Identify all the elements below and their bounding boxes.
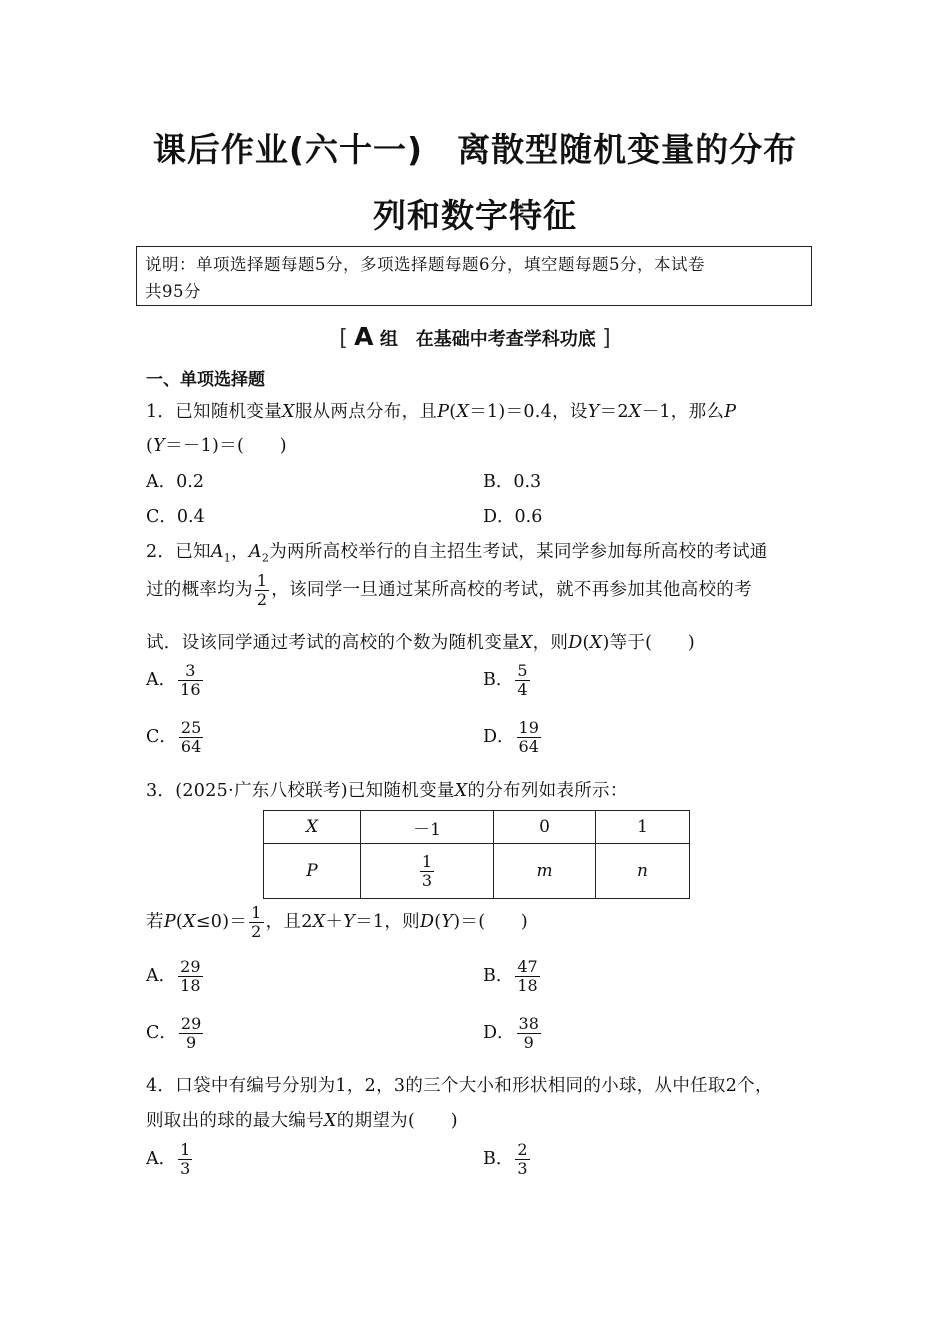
fraction-denominator: 16: [180, 680, 201, 699]
table-row-label-p: P: [306, 861, 318, 881]
fraction-denominator: 4: [517, 680, 528, 699]
option-label: B．: [483, 1149, 514, 1169]
q1-var-y: Y: [587, 402, 600, 422]
q1-option-b[interactable]: B．0.3: [483, 472, 542, 492]
q3-option-d[interactable]: [483, 1015, 543, 1052]
option-label: A．: [146, 670, 177, 690]
q2-text: 过的概率均为: [146, 580, 253, 600]
option-fraction: [178, 1141, 192, 1178]
q3-var-y: Y: [441, 912, 454, 932]
fraction-numerator: 38: [518, 1014, 539, 1033]
option-fraction: [515, 958, 539, 995]
q2-text: )等于( ): [602, 633, 696, 653]
q2-text: 为两所高校举行的自主招生考试，某同学参加每所高校的考试通: [269, 542, 768, 562]
table-header-x: X: [305, 817, 319, 837]
fraction-denominator: 18: [517, 976, 538, 995]
q3-option-b[interactable]: [483, 958, 542, 995]
q3-var-x: X: [183, 912, 196, 932]
fraction-denominator: 3: [180, 1159, 191, 1178]
option-fraction: [517, 719, 541, 756]
q1-var-x: X: [456, 402, 470, 422]
q4-line1: 4．口袋中有编号分别为1，2，3的三个大小和形状相同的小球，从中任取2个，: [146, 1076, 773, 1096]
q2-text: 2．已知: [146, 542, 211, 562]
fraction-denominator: 64: [180, 737, 202, 756]
q3-text: ，且2: [265, 912, 313, 932]
q3-line1: [146, 777, 628, 802]
fraction-numerator: 5: [517, 661, 528, 680]
option-fraction: [179, 1015, 203, 1052]
q2-option-c[interactable]: [146, 719, 205, 756]
option-label: A．: [146, 1149, 177, 1169]
fraction-denominator: 2: [256, 590, 268, 609]
table-row: [264, 844, 690, 899]
q4-text: 则取出的球的最大编号: [146, 1111, 324, 1131]
fraction-numerator: 1: [421, 851, 433, 871]
fraction-numerator: 25: [180, 718, 202, 737]
instructions-line1: 说明：单项选择题每题5分，多项选择题每题6分，填空题每题5分，本试卷: [145, 255, 705, 274]
table-cell: [264, 844, 361, 899]
q3-text: ≤0)＝: [195, 912, 248, 932]
q4-line2: [146, 1107, 458, 1132]
q3-var-x: X: [312, 912, 326, 932]
instructions-line2: 共95分: [145, 282, 201, 301]
option-fraction: [179, 719, 203, 756]
fraction-numerator: 1: [251, 903, 262, 922]
fraction-numerator: 3: [178, 662, 202, 681]
table-cell: [264, 811, 361, 844]
option-label: B．: [483, 966, 514, 986]
q3-option-c[interactable]: [146, 1015, 205, 1052]
q3-text: )＝( ): [453, 912, 529, 932]
q3-text: 3．(2025·广东八校联考)已知随机变量: [146, 781, 455, 801]
table-cell: 1: [596, 811, 690, 844]
q3-text: ＝1，则: [355, 912, 420, 932]
fraction-denominator: 2: [251, 922, 262, 941]
q4-text: 的期望为( ): [336, 1111, 458, 1131]
fraction-numerator: 47: [517, 957, 538, 976]
option-label: A．: [146, 966, 177, 986]
q1-line1: [146, 398, 736, 423]
q2-line1: [146, 538, 768, 565]
fraction-denominator: 64: [518, 737, 539, 756]
q2-fraction: [255, 572, 269, 609]
distribution-table: [263, 810, 690, 899]
q1-text: ＝－1)＝( ): [165, 436, 287, 456]
q3-prob-p: P: [163, 912, 176, 932]
table-value-m: m: [536, 861, 553, 881]
q1-text: ＝2: [599, 402, 629, 422]
fraction-denominator: 18: [180, 976, 201, 995]
q2-line3: [146, 629, 695, 654]
instructions-box: [136, 246, 812, 306]
option-fraction: [515, 1141, 529, 1178]
q1-var-x: X: [628, 402, 642, 422]
q2-text: 试．设该同学通过考试的高校的个数为随机变量: [146, 633, 520, 653]
option-label: D．: [483, 727, 515, 747]
q1-paren: (: [146, 436, 154, 456]
fraction-numerator: 29: [180, 957, 201, 976]
q3-paren: (: [434, 912, 442, 932]
q2-var-x: X: [589, 633, 603, 653]
q2-var-a: A: [210, 542, 224, 562]
fraction-denominator: 3: [421, 870, 433, 890]
q3-option-a[interactable]: [146, 958, 205, 995]
fraction-numerator: 2: [517, 1140, 528, 1159]
option-label: B．: [483, 670, 514, 690]
q3-text: 若: [146, 912, 164, 932]
fraction-numerator: 19: [518, 718, 539, 737]
q1-text: 1．已知随机变量: [146, 402, 283, 422]
fraction-numerator: 1: [256, 571, 268, 590]
table-cell: －1: [361, 811, 494, 844]
group-letter-badge: A: [354, 322, 374, 351]
q1-paren: (: [449, 402, 457, 422]
q2-var-a: A: [248, 542, 262, 562]
group-open-bracket: [: [339, 326, 348, 351]
table-cell: [494, 844, 596, 899]
table-cell: [361, 844, 494, 899]
option-fraction: [517, 1015, 541, 1052]
fraction-denominator: 9: [185, 1033, 197, 1052]
q3-fraction: [249, 904, 263, 941]
q3-var-x: X: [454, 781, 468, 801]
q1-option-d[interactable]: D．0.6: [483, 507, 543, 527]
q3-text: 的分布列如表所示：: [467, 781, 628, 801]
option-label: C．: [146, 727, 177, 747]
q2-option-b[interactable]: [483, 662, 532, 699]
q1-var-x: X: [282, 402, 295, 422]
q2-text: ，: [231, 542, 249, 562]
table-cell: [596, 844, 690, 899]
option-label: C．: [146, 1023, 177, 1043]
q2-variance-d: D: [568, 633, 583, 653]
option-fraction: [178, 662, 202, 699]
table-cell: 0: [494, 811, 596, 844]
q3-line2: [146, 904, 528, 941]
table-row: [264, 811, 690, 844]
section-title: 一、单项选择题: [146, 370, 265, 390]
q2-paren: (: [582, 633, 590, 653]
q4-var-x: X: [324, 1111, 337, 1131]
q1-var-y: Y: [153, 436, 165, 456]
q1-text: ＝1)＝0.4，设: [469, 402, 588, 422]
q1-text: 服从两点分布，且: [294, 402, 438, 422]
q1-prob-p: P: [437, 402, 450, 422]
q3-paren: (: [175, 912, 184, 932]
q3-variance-d: D: [419, 912, 435, 932]
page-title-line1: 课后作业(六十一) 离散型随机变量的分布: [152, 130, 798, 169]
q3-var-y: Y: [343, 912, 356, 932]
page-title-line2: 列和数字特征: [373, 196, 577, 235]
q2-text: ，则: [532, 633, 569, 653]
option-fraction: [515, 662, 529, 699]
q2-option-d[interactable]: [483, 719, 543, 756]
option-fraction: [178, 958, 202, 995]
q4-option-b[interactable]: [483, 1141, 532, 1178]
q2-option-a[interactable]: [146, 662, 205, 699]
fraction-numerator: 1: [180, 1140, 191, 1159]
q2-subscript: 2: [261, 551, 270, 565]
q4-option-a[interactable]: [146, 1141, 194, 1178]
table-value-n: n: [637, 861, 648, 881]
q3-text: ＋: [325, 912, 344, 932]
fraction-numerator: 29: [180, 1014, 202, 1033]
q1-prob-p: P: [724, 402, 737, 422]
fraction-denominator: 3: [517, 1159, 528, 1178]
q2-text: ，该同学一旦通过某所高校的考试，就不再参加其他高校的考: [271, 580, 752, 600]
q1-option-a[interactable]: A．0.2: [146, 472, 204, 492]
option-label: D．: [483, 1023, 515, 1043]
q2-var-x: X: [519, 633, 533, 653]
group-label: 组 在基础中考查学科功底: [379, 329, 596, 350]
q2-line2: [146, 572, 752, 609]
q1-option-c[interactable]: C．0.4: [146, 507, 205, 527]
q2-subscript: 1: [223, 551, 232, 565]
fraction-denominator: 9: [523, 1033, 534, 1052]
group-close-bracket: ]: [602, 326, 611, 351]
table-fraction: [420, 853, 434, 890]
group-heading: [0, 322, 950, 351]
q1-text: －1，那么: [641, 402, 725, 422]
q1-line2: [146, 432, 287, 457]
